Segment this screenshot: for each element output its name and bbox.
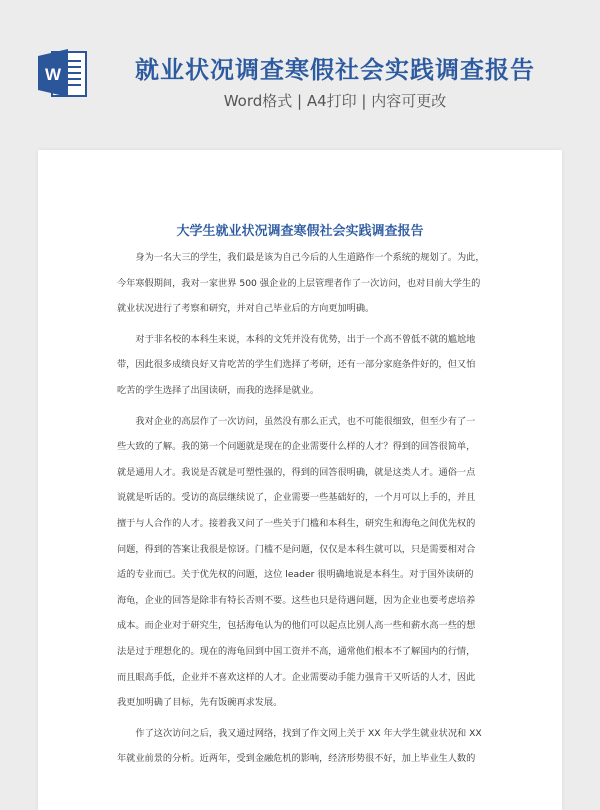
page-subtitle: Word格式 | A4打印 | 内容可更改 — [223, 92, 447, 110]
paragraph-line: 适的专业而已。关于优先权的问题，这位 leader 很明确地说是本科生。对于国外读研的 — [117, 569, 474, 581]
body-paragraph — [117, 409, 519, 716]
document-title: 大学生就业状况调查寒假社会实践调查报告 — [176, 224, 424, 239]
paragraph-line: 我对企业的高层作了一次访问，虽然没有那么正式，也不可能很细致，但至少有了一 — [135, 415, 476, 427]
document-body — [117, 245, 519, 777]
paragraph-line: 就业状况进行了考察和研究，并对自己毕业后的方向更加明确。 — [117, 303, 375, 315]
paragraph-line: 吃苦的学生选择了出国读研，而我的选择是就业。 — [117, 384, 320, 396]
paragraph-line: 说就是听话的。受访的高层继续说了，企业需要一些基础好的，一个月可以上手的，并且 — [117, 492, 476, 504]
paragraph-line: 就是通用人才。我说是否就是可塑性强的，得到的回答很明确，就是这类人才。通俗一点 — [117, 466, 476, 478]
paragraph-line: 身为一名大三的学生，我们最是该为自己今后的人生道路作一个系统的规划了。为此， — [135, 252, 485, 263]
word-document-icon — [38, 46, 88, 100]
paragraph-line: 而且眼高手低，企业并不喜欢这样的人才。企业需要动手能力强肯干又听话的人才，因此 — [117, 671, 476, 683]
paragraph-line: 海龟，企业的回答是除非有特长否则不要。这些也只是待遇问题，因为企业也要考虑培养 — [117, 594, 476, 606]
paragraph-line: 年就业前景的分析。近两年，受到金融危机的影响，经济形势很不好，加上毕业生人数的 — [117, 753, 476, 765]
paragraph-line: 带，因此很多成绩良好又肯吃苦的学生们选择了考研，还有一部分家庭条件好的，但又怕 — [117, 359, 476, 371]
paragraph-line: 对于非名校的本科生来说，本科的文凭并没有优势，出于一个高不曾低不就的尴尬地 — [135, 333, 476, 345]
paragraph-line: 成本。而企业对于研究生，包括海龟认为的他们可以起点比别人高一些和薪水高一些的想 — [117, 620, 476, 632]
body-paragraph — [117, 245, 519, 322]
paragraph-line: 今年寒假期间，我对一家世界 500 强企业的上层管理者作了一次访问，也对目前大学生的 — [117, 277, 481, 289]
paragraph-line: 我更加明确了目标，先有饭碗再求发展。 — [117, 697, 283, 709]
page-title: 就业状况调查寒假社会实践调查报告 — [135, 56, 535, 84]
document-page — [38, 150, 562, 810]
body-paragraph — [117, 327, 519, 404]
paragraph-line: 问题，得到的答案让我很是惊讶。门槛不是问题，仅仅是本科生就可以，只是需要相对合 — [117, 543, 476, 555]
body-paragraph — [117, 721, 519, 772]
paragraph-line: 些大致的了解。我的第一个问题就是现在的企业需要什么样的人才？得到的回答很简单， — [117, 441, 476, 453]
paragraph-line: 擅于与人合作的人才。接着我又问了一些关于门槛和本科生，研究生和海龟之间优先权的 — [117, 517, 476, 529]
page-header — [0, 0, 600, 150]
word-icon-letter: W — [44, 65, 62, 84]
paragraph-line: 作了这次访问之后，我又通过网络，找到了作文网上关于 XX 年大学生就业状况和 XX — [135, 727, 482, 739]
paragraph-line: 法是过于理想化的。现在的海龟回到中国工资并不高，通常他们根本不了解国内的行情， — [117, 645, 476, 657]
